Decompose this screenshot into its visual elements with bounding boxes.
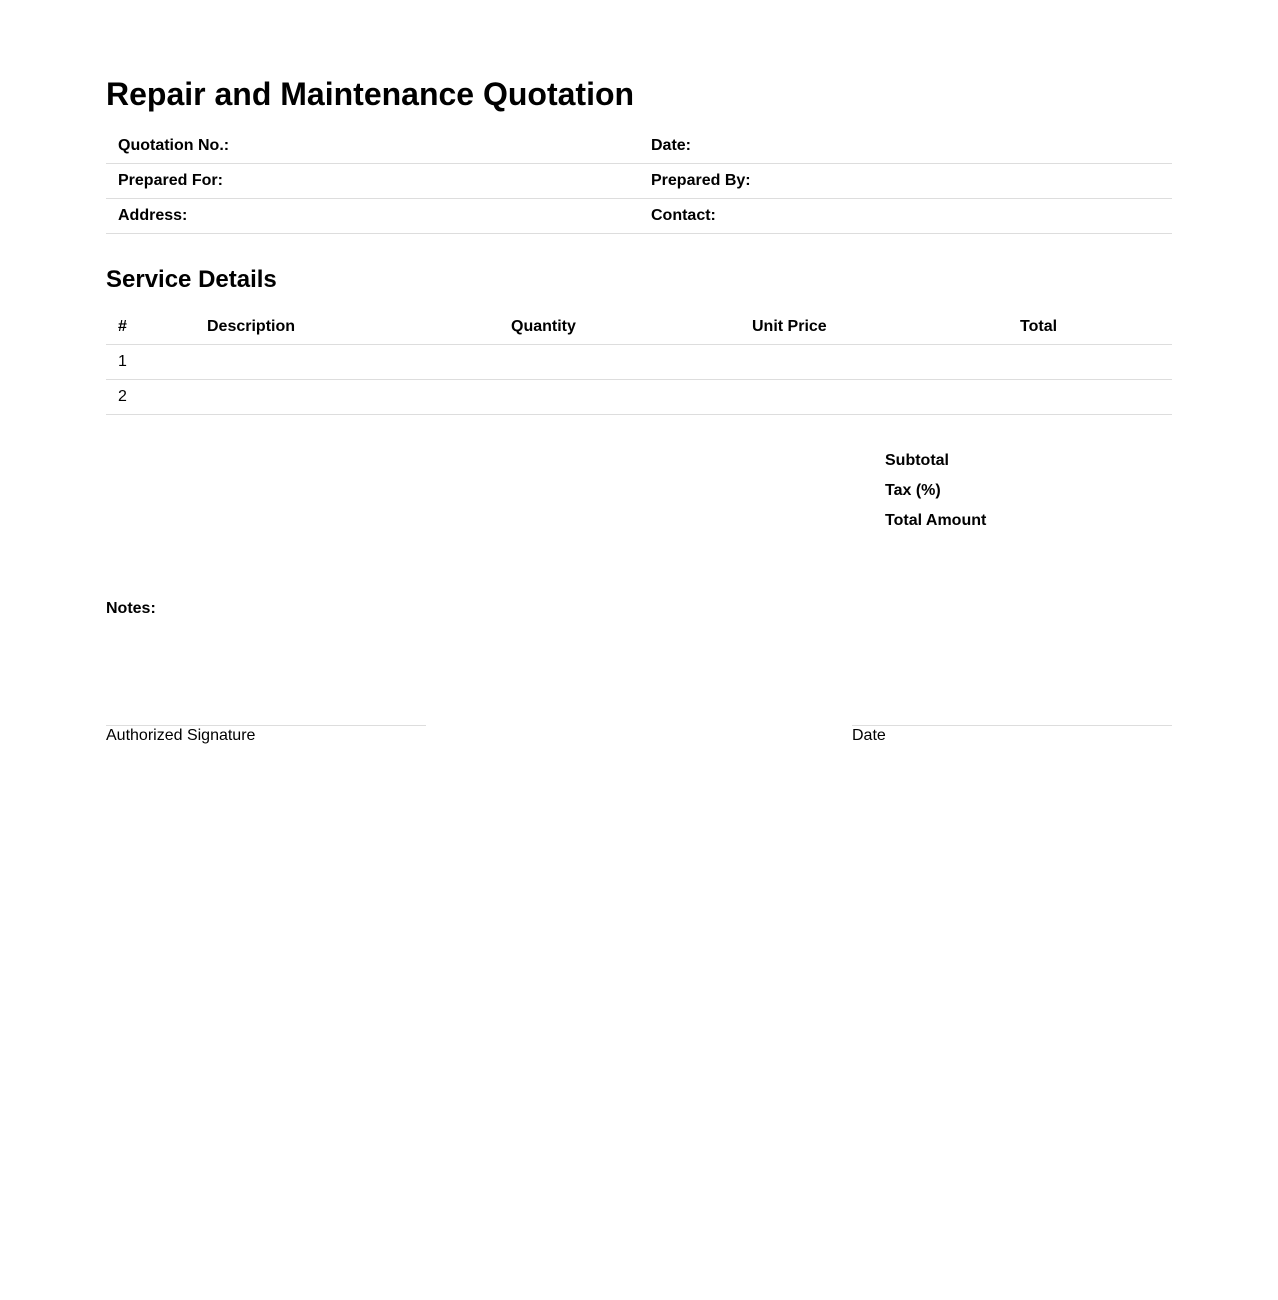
column-header-unit-price: Unit Price [740,310,1008,345]
service-details-heading: Service Details [106,266,277,293]
column-header-total: Total [1008,310,1172,345]
table-row [106,380,1172,415]
row-unit-price [740,380,1008,415]
tax-label: Tax (%) [885,482,941,499]
info-row [106,199,1172,234]
address-label: Address: [106,199,639,234]
row-description [195,345,499,380]
row-total [1008,345,1172,380]
table-header-row [106,310,1172,345]
contact-label: Contact: [639,199,1172,234]
quotation-info-table [106,128,1172,234]
row-quantity [499,345,740,380]
row-number: 1 [106,345,195,380]
row-description [195,380,499,415]
table-row [106,345,1172,380]
page-title: Repair and Maintenance Quotation [106,76,635,112]
column-header-number: # [106,310,195,345]
totals-block [885,450,1172,540]
info-row [106,164,1172,199]
row-quantity [499,380,740,415]
column-header-quantity: Quantity [499,310,740,345]
column-header-description: Description [195,310,499,345]
authorized-signature-line: Authorized Signature [106,725,426,745]
date-label: Date: [639,128,1172,164]
row-number: 2 [106,380,195,415]
row-unit-price [740,345,1008,380]
notes-label: Notes: [106,600,156,617]
service-details-table [106,310,1172,415]
quotation-number-label: Quotation No.: [106,128,639,164]
total-amount-label: Total Amount [885,512,987,529]
prepared-by-label: Prepared By: [639,164,1172,199]
subtotal-label: Subtotal [885,452,949,469]
row-total [1008,380,1172,415]
signature-date-line: Date [852,725,1172,745]
prepared-for-label: Prepared For: [106,164,639,199]
info-row [106,128,1172,164]
